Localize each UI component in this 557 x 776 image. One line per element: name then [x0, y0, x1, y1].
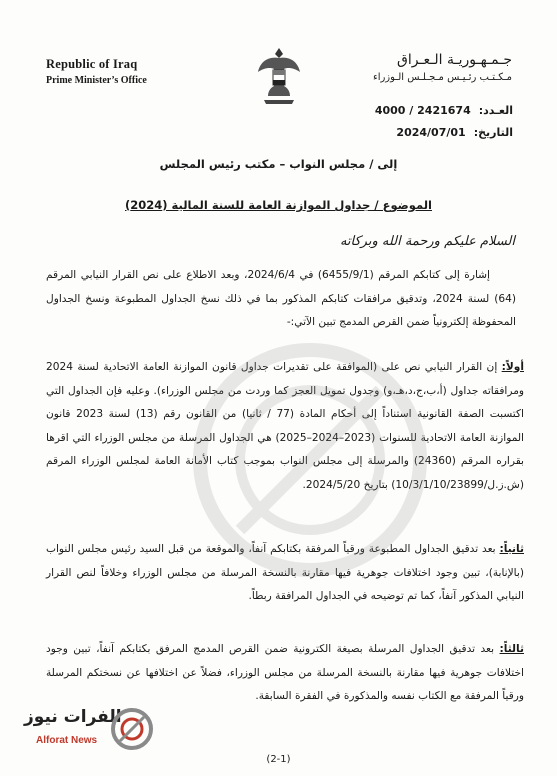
paragraph-first-key: أولاً: [501, 361, 524, 373]
paragraph-first [46, 356, 524, 497]
iraq-eagle-emblem-icon [256, 46, 302, 106]
paragraph-second [46, 538, 524, 609]
office-name-arabic: مـكـتـب رئـيـس مـجـلـس الـوزراء [373, 72, 512, 83]
paragraph-first-text: إن القرار النيابي نص على (الموافقة على تقديرات جداول قانون الموازنة العامة الاتحادية لسنة 2024 ومرافقاته جداول (أ،ب،ج،د،هـ،و) وجدول تمويل العجز كما وردت من مجلس الوزراء). وعليه فإن الجداول التي اكتسبت الصفة القانونية استناداً إلى أحكام المادة (77 / ثانيا) من القانون رقم (13) لسنة 2023 قانون الموازنة العامة الاتحادية للسنوات (2023–2024–2025) هي الجداول المرسلة من مجلس الوزراء التي اقرها بقراره المرقم (24360) والمرسلة إلى مجلس النواب بموجب كتاب الأمانة العامة لمجلس الوزراء المرقم (ش.ز.ل/10/3/1/10/23899) بتاريخ 2024/5/20. [46, 361, 524, 491]
alforat-news-logo [18, 707, 158, 761]
country-name-arabic: جـمـهـوريـة الـعـراق [396, 52, 512, 68]
paragraph-third [46, 638, 524, 709]
intro-paragraph [46, 264, 516, 335]
logo-arabic-text: الفرات نيوز [24, 707, 122, 727]
reference-number [375, 104, 513, 117]
subject-text: الموضوع / جداول الموازنة العامة للسنة المالية (2024) [125, 198, 432, 212]
paragraph-second-text: بعد تدقيق الجداول المطبوعة ورقياً المرفقة بكتابكم آنفاً، والموقعة من قبل السيد رئيس مجلس النواب (بالإنابة)، تبين وجود اختلافات جوهرية فيها مقارنة بالنسخة المرسلة من مجلس الوزراء وخلافاً لنص القرار النيابي المذكور آنفاً، كما تم توضيحه في الجداول المرافقة ربطاً. [46, 543, 524, 602]
header-arabic [342, 52, 512, 83]
paragraph-second-key: ثانياً: [499, 543, 524, 555]
letter-date-value: 2024/07/01 [396, 126, 466, 139]
paragraph-third-key: ثالثاً: [499, 643, 524, 655]
page-number: (2-1) [266, 754, 291, 765]
paragraph-third-text: بعد تدقيق الجداول المرسلة بصيغة الكترونية ضمن القرص المدمج المرفق بكتابكم آنفاً، تبين وجود اختلافات جوهرية فيها مقارنة بالنسخة المرسلة من مجلس الوزراء، فضلاً عن اختلافها عن نسختكم المرسلة ورقياً المرفقة مع الكتاب نفسه والمذكورة في الفقرة السابقة. [46, 643, 524, 702]
letter-date-label: التاريخ: [473, 126, 513, 139]
office-name-english: Prime Minister’s Office [46, 75, 147, 86]
recipient: إلى / مجلس النواب – مكتب رئيس المجلس [159, 157, 398, 171]
reference-number-label: العـدد: [478, 104, 513, 117]
alforat-news-logo-icon [110, 707, 154, 751]
country-name-english: Republic of Iraq [46, 57, 138, 71]
greeting: السلام عليكم ورحمة الله وبركاته [339, 234, 515, 249]
reference-number-value: 2421674 / 4000 [374, 104, 471, 117]
header-english [46, 57, 196, 86]
subject-line [0, 198, 557, 212]
intro-text: إشارة إلى كتابكم المرقم (6455/9/1) في 2024/6/4، وبعد الاطلاع على نص القرار النيابي المرقم (64) لسنة 2024، وتدقيق مرافقات كتابكم المذكور بما في ذلك نسخ الجداول المطبوعة ونسخ الجداول المحفوظة إلكترونياً ضمن القرص المدمج تبين الآتي:- [46, 269, 516, 328]
logo-english-text: Alforat News [36, 735, 98, 746]
letter-date [396, 126, 513, 139]
